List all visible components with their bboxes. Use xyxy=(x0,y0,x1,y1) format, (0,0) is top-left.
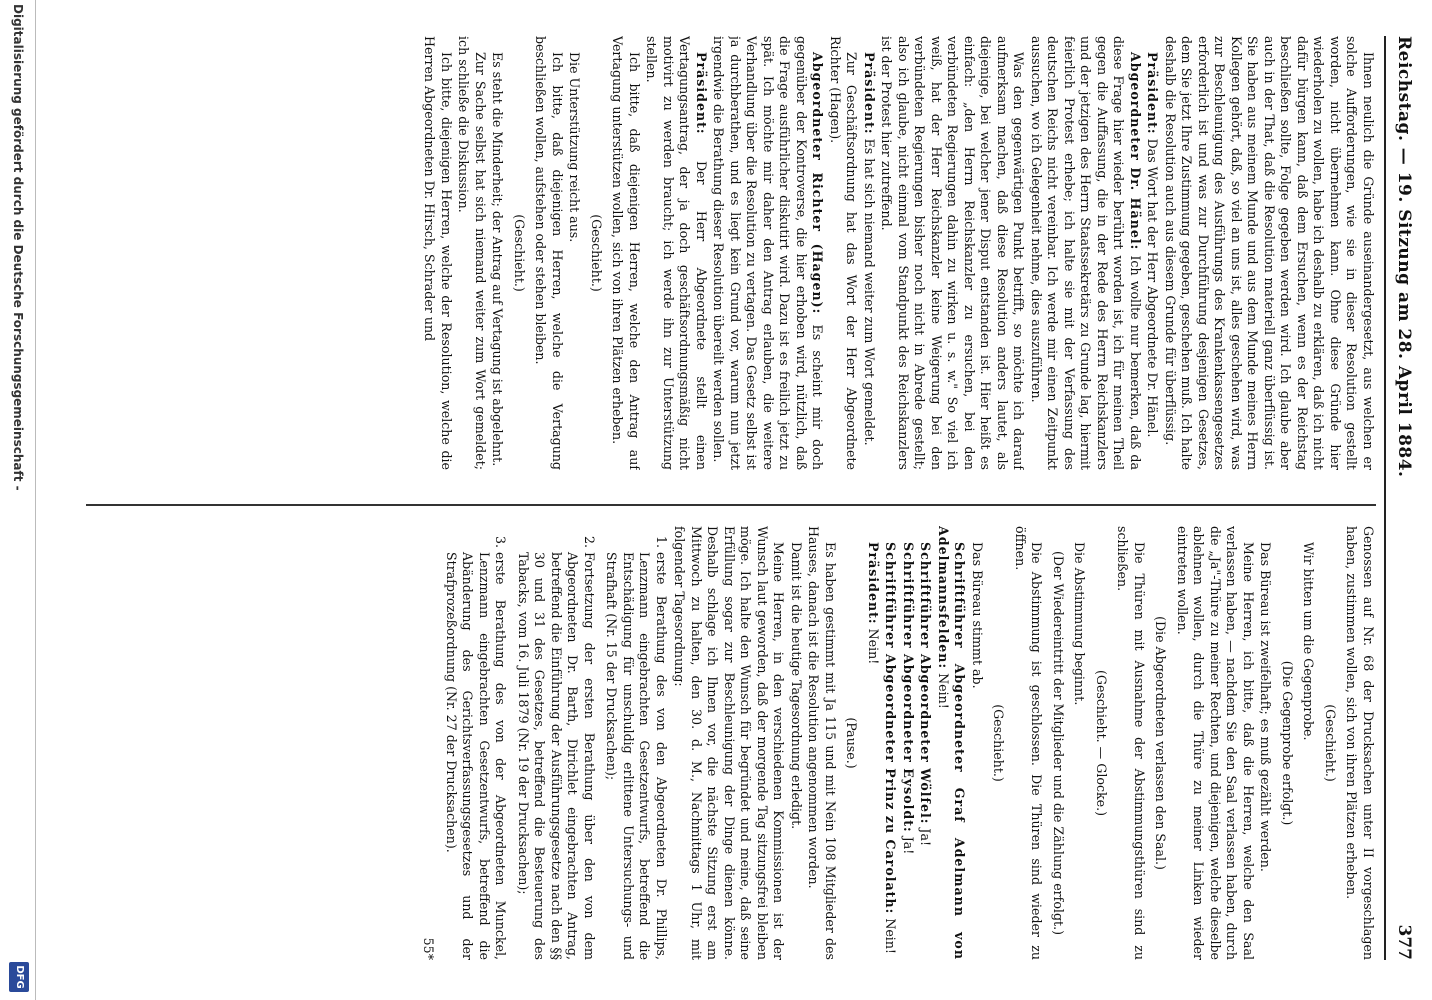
speaker-label: Abgeordneter Richter (Hagen): xyxy=(810,52,826,315)
paragraph: Die Unterstützung reicht aus. xyxy=(567,52,583,243)
signature-mark: 55* xyxy=(421,937,437,960)
paragraph: Was den gegenwärtigen Punkt betrifft, so möchte ich darauf aufmerksam machen, daß diese Resolution anders lautet, als diejenige, bei welcher jener Disput entstanden ist. Hier heißt es einfach: „den Herrn Reichskanzler zu ersuchen, bei den verbündeten Regierungen dahin zu wirken u. s. w." So viel ich weiß, hat der Herr Reichskanzler keine Weigerung bei den verbündeten Regierungen bisher noch nicht in Abrede gestellt; also ich glaube, nicht einmal vom Standpunkt des Reichskanzlers ist der Protest hier zutreffend. xyxy=(879,36,1027,470)
paragraph: Es haben gestimmt mit Ja 115 und mit Nein 108 Mitglieder des Hauses, danach ist die Resolution angenommen worden. xyxy=(806,526,838,960)
paragraph: Genossen auf Nr. 68 der Drucksachen unter II vorgeschlagen haben, zustimmen wollen, sich von ihren Plätzen erheben. xyxy=(1344,526,1376,960)
agenda-item: 1. erste Berathung des von den Abgeordneten Dr. Phillips, Lenzmann eingebrachten Gesetzentwurfs, betreffend die Entschädigung für unschuldig erlittene Untersuchungs- und Strafhaft (Nr. 15 der Drucksachen); xyxy=(603,552,669,960)
speaker-label: Präsident: xyxy=(1145,52,1161,135)
stage-direction: (Die Gegenprobe erfolgt.) xyxy=(1280,660,1295,826)
speaker-label: Schriftführer Abgeordneter Graf Adelmann von Adelmannsfelden: xyxy=(936,526,968,960)
paragraph: Die Thüren mit Ausnahme der Abstimmungsthüren sind zu schließen. xyxy=(1115,526,1147,960)
stage-direction: (Geschieht.) xyxy=(1323,704,1338,782)
right-column xyxy=(86,526,1376,960)
speaker-label: Schriftführer Abgeordneter Wölfel: xyxy=(918,542,934,825)
stage-direction: (Die Abgeordneten verlassen den Saal.) xyxy=(1153,616,1169,870)
paragraph: Ihnen neulich die Gründe auseinandergesetzt, aus welchen er solche Aufforderungen, wie sie in dieser Resolution gestellt worden, nicht übernehmen kann. Ohne diese Gründe hier wiederholen zu wollen, habe ich deshalb zu erklären, daß ich nicht dafür bürgen kann, daß dem Ersuchen, wenn es der Reichstag beschließen sollte, Folge gegeben werden wird. Ich glaube aber auch in der That, daß die Resolution materiell ganz überflüssig ist. Sie haben aus meinem Munde und aus dem Munde meines Herrn Kollegen gehört, daß, so viel an uns ist, alles geschehen wird, was zur Beschleunigung des Ausführungs des Krankenkassengesetzes erforderlich ist und was zur Durchführung desjenigen Gesetzes, dem Sie jetzt Ihre Zustimmung gegeben, geschehen muß. Ich halte deshalb die Resolution auch aus diesem Grunde für überflüssig. xyxy=(1163,36,1376,470)
speaker-label: Schriftführer Abgeordneter Eysoldt: xyxy=(901,542,916,833)
paragraph: Schriftführer Abgeordneter Wölfel: Ja! xyxy=(918,542,934,847)
paragraph: Schriftführer Abgeordneter Graf Adelmann von Adelmannsfelden: Nein! xyxy=(936,526,968,960)
stage-direction: (Pause.) xyxy=(844,717,860,769)
agenda-item: 3. erste Berathung des von der Abgeordneten Munckel, Lenzmann eingebrachten Gesetzentwurfs, betreffend die Abänderung des Gerichtsverfassungsgesetzes und der Strafprozeßordnung (Nr. 27 der Drucksachen). xyxy=(443,552,509,960)
paragraph: Zur Geschäftsordnung hat das Wort der Herr Abgeordnete Richter (Hagen). xyxy=(828,36,860,470)
agenda-item: 2. Fortsetzung der ersten Berathung über den von dem Abgeordneten Dr. Barth, Dirichlet eingebrachten Antrag, betreffend die Einführung der Ausführungsgesetze nach den §§ 30 und 31 des Gesetzes, betreffend die Besteuerung des Tabacks, vom 16. Juli 1879 (Nr. 19 der Drucksachen); xyxy=(515,552,598,960)
paragraph: Ich bitte, daß diejenigen Herren, welche den Antrag auf Vertagung unterstützen wollen, sich von ihren Plätzen erheben. xyxy=(610,36,642,470)
paragraph: Abgeordneter Richter (Hagen): Es scheint mir doch gegenüber der Kontroverse, die hier erhoben wird, nützlich, daß die Frage ausführlicher diskutirt wird. Dazu ist es freilich jetzt zu spät. Ich möchte mir daher den Antrag erlauben, die weitere Verhandlung über die Resolution zu vertagen. Das Gesetz selbst ist ja durchberathen, und es liegt kein Grund vor, warum nun jetzt irgendwie die Berathung dieser Resolution übereilt werden sollen. xyxy=(711,36,826,470)
paragraph: Schriftführer Abgeordneter Eysoldt: Ja! xyxy=(901,542,916,855)
stage-direction: (Geschieht.) xyxy=(512,214,527,292)
speaker-label: Präsident: xyxy=(694,52,709,135)
column-divider xyxy=(86,504,1376,506)
paragraph: Die Abstimmung ist geschlossen. Die Thüren sind wieder zu öffnen. xyxy=(1013,526,1045,960)
speaker-label: Präsident: xyxy=(866,542,881,625)
paragraph: Damit ist die heutige Tagesordnung erledigt. xyxy=(789,542,804,830)
speaker-label: Präsident: xyxy=(862,52,877,135)
speaker-label: Schriftführer Abgeordneter Prinz zu Carolath: xyxy=(883,542,899,915)
paragraph: Schriftführer Abgeordneter Prinz zu Carolath: Nein! xyxy=(883,542,899,954)
paragraph: Meine Herren, ich bitte, daß die Herren, welche den Saal verlassen haben, — nachdem Sie den Saal verlassen haben, durch die „Ja"-Thüre zu meiner Rechten, und diejenigen, welche dieselbe ablehnen wollen, durch die Thüre zu meiner Linken wieder eintreten wollen. xyxy=(1175,526,1256,960)
paragraph: Die Abstimmung beginnt. xyxy=(1072,542,1088,706)
paragraph: Das Büreau ist zweifelhaft; es muß gezählt werden. xyxy=(1258,542,1274,872)
digitization-credit xyxy=(0,0,36,1000)
paragraph: Präsident: Der Herr Abgeordnete stellt einen Vertagungsantrag, der ja doch geschäftsordnungsmäßig nicht motivirt zu werden braucht; ich werde ihn zur Unterstützung stellen. xyxy=(644,36,709,470)
paragraph: Präsident: Es hat sich niemand weiter zum Wort gemeldet. xyxy=(862,52,877,446)
paragraph: Das Büreau stimmt ab. xyxy=(970,542,985,689)
stage-direction: (Geschieht.) xyxy=(991,704,1007,782)
agenda-list xyxy=(443,526,670,960)
paragraph: Präsident: Das Wort hat der Herr Abgeordnete Dr. Hänel. xyxy=(1145,52,1161,438)
paragraph: Wir bitten um die Gegenprobe. xyxy=(1301,542,1317,741)
paragraph: Es steht die Minderheit; der Antrag auf Vertagung ist abgelehnt. xyxy=(490,52,506,467)
paragraph: Ich bitte, daß diejenigen Herren, welche die Vertagung beschließen wollen, aufstehen oder stehen bleiben. xyxy=(533,36,565,470)
paragraph: Präsident: Nein! xyxy=(866,542,881,665)
running-title: Reichstag. — 19. Sitzung am 28. April 1884. xyxy=(1394,36,1414,478)
page-header xyxy=(1384,36,1418,960)
dfg-logo: DFG xyxy=(9,962,29,992)
left-column xyxy=(86,36,1376,470)
speaker-label: Abgeordneter Dr. Hänel: xyxy=(1128,52,1143,251)
page-number: 377 xyxy=(1394,924,1414,960)
paragraph: Zur Sache selbst hat sich niemand weiter zum Wort gemeldet; ich schließe die Diskussion. xyxy=(456,36,488,470)
paragraph: Meine Herren, in den verschiedenen Kommissionen ist der Wunsch laut geworden, daß der morgende Tag sitzungsfrei bleiben möge. Ich halte den Wunsch für begründet und meine, daß seine Erfüllung sogar zur Beschleunigung der Dinge dienen könne. Deshalb schlage ich Ihnen vor, die nächste Sitzung erst am Mittwoch zu halten, den 30. d. M., Nachmittags 1 Uhr, mit folgender Tagesordnung: xyxy=(672,526,787,960)
stage-direction: (Geschieht.) xyxy=(589,214,604,292)
credit-text: Digitalisierung gefördert durch die Deutsche Forschungsgemeinschaft - xyxy=(11,4,25,491)
stage-direction: (Geschieht. — Glocke.) xyxy=(1094,669,1109,817)
stage-direction: (Der Wiedereintritt der Mitglieder und die Zählung erfolgt.) xyxy=(1051,551,1066,935)
paragraph: Abgeordneter Dr. Hänel: Ich wollte nur bemerken, daß da diese Frage hier wieder berührt worden ist, ich für meinen Theil gegen die Auffassung, die in der Rede des Herrn Reichskanzlers und der jetzigen des Herrn Staatssekretärs zu Grunde lag, hiermit feierlich Protest erhebe; ich halte sie mit der Verfassung des deutschen Reichs nicht vereinbar. Ich werde mir einen Zeitpunkt aussuchen, wo ich Gelegenheit nehme, dies auszuführen. xyxy=(1029,36,1143,470)
paragraph: Ich bitte, diejenigen Herren, welche der Resolution, welche die Herren Abgeordneten Dr. Hirsch, Schrader und xyxy=(422,36,454,470)
